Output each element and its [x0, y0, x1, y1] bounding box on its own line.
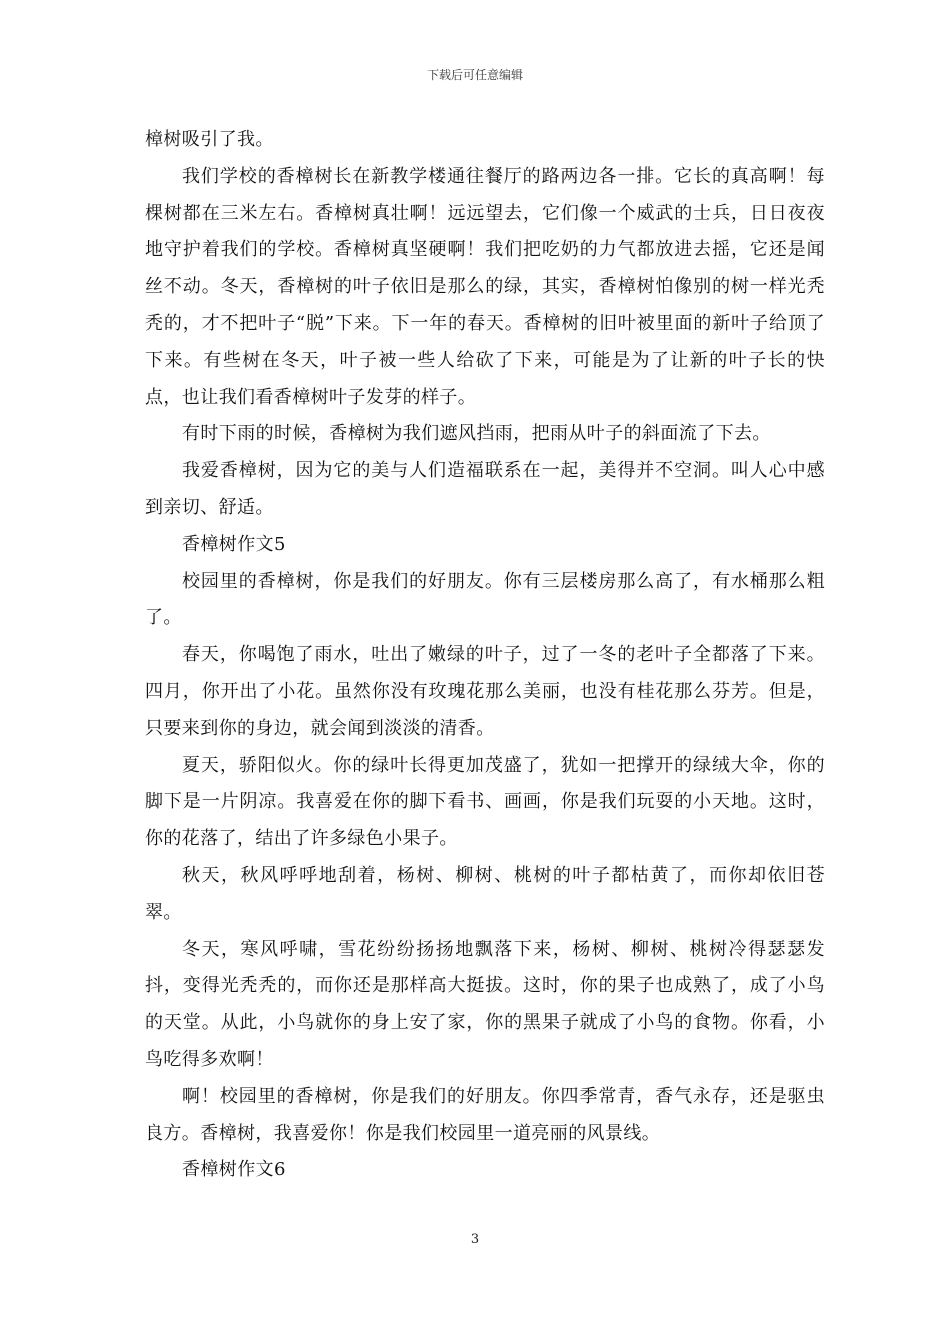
section-heading-essay-5: 香樟树作文5: [182, 533, 286, 555]
paragraph-conclusion: 啊！校园里的香樟树，你是我们的好朋友。你四季常青，香气永存，还是驱虫良方。香樟树，我喜爱你！你是我们校园里一道亮丽的风景线。: [145, 1085, 825, 1144]
document-body: [145, 122, 825, 1189]
paragraph-school-camphor-trees: 我们学校的香樟树长在新教学楼通往餐厅的路两边各一排。它长的真高啊！每棵树都在三米左右。香樟树真壮啊！远远望去，它们像一个威武的士兵，日日夜夜地守护着我们的学校。香樟树真坚硬啊！我们把吃奶的力气都放进去摇，它还是闻丝不动。冬天，香樟树的叶子依旧是那么的绿，其实，香樟树怕像别的树一样光秃秃的，才不把叶子“脱”下来。下一年的春天。香樟树的旧叶被里面的新叶子给顶了下来。有些树在冬天，叶子被一些人给砍了下来，可能是为了让新的叶子长的快点，也让我们看香樟树叶子发芽的样子。: [145, 165, 825, 408]
paragraph-winter: 冬天，寒风呼啸，雪花纷纷扬扬地飘落下来，杨树、柳树、桃树冷得瑟瑟发抖，变得光秃秃的，而你还是那样高大挺拔。这时，你的果子也成熟了，成了小鸟的天堂。从此，小鸟就你的身上安了家，你的黑果子就成了小鸟的食物。你看，小鸟吃得多欢啊！: [145, 938, 825, 1070]
paragraph-good-friend: 校园里的香樟树，你是我们的好朋友。你有三层楼房那么高了，有水桶那么粗了。: [145, 570, 825, 629]
paragraph-continuation: 樟树吸引了我。: [145, 129, 274, 150]
page-number: 3: [470, 1232, 480, 1247]
paragraph-rain: 有时下雨的时候，香樟树为我们遮风挡雨，把雨从叶子的斜面流了下去。: [182, 423, 771, 445]
paragraph-autumn: 秋天，秋风呼呼地刮着，杨树、柳树、桃树的叶子都枯黄了，而你却依旧苍翠。: [145, 864, 825, 923]
paragraph-spring: 春天，你喝饱了雨水，吐出了嫩绿的叶子，过了一冬的老叶子全都落了下来。四月，你开出了小花。虽然你没有玫瑰花那么美丽，也没有桂花那么芬芳。但是，只要来到你的身边，就会闻到淡淡的清香。: [145, 644, 825, 739]
page-header: 下载后可任意编辑: [426, 68, 523, 82]
paragraph-summer: 夏天，骄阳似火。你的绿叶长得更加茂盛了，犹如一把撑开的绿绒大伞，你的脚下是一片阴凉。我喜爱在你的脚下看书、画画，你是我们玩耍的小天地。这时，你的花落了，结出了许多绿色小果子。: [145, 754, 825, 850]
section-heading-essay-6: 香樟树作文6: [182, 1159, 286, 1181]
paragraph-love-camphor: 我爱香樟树，因为它的美与人们造福联系在一起，美得并不空洞。叫人心中感到亲切、舒适。: [145, 460, 825, 518]
